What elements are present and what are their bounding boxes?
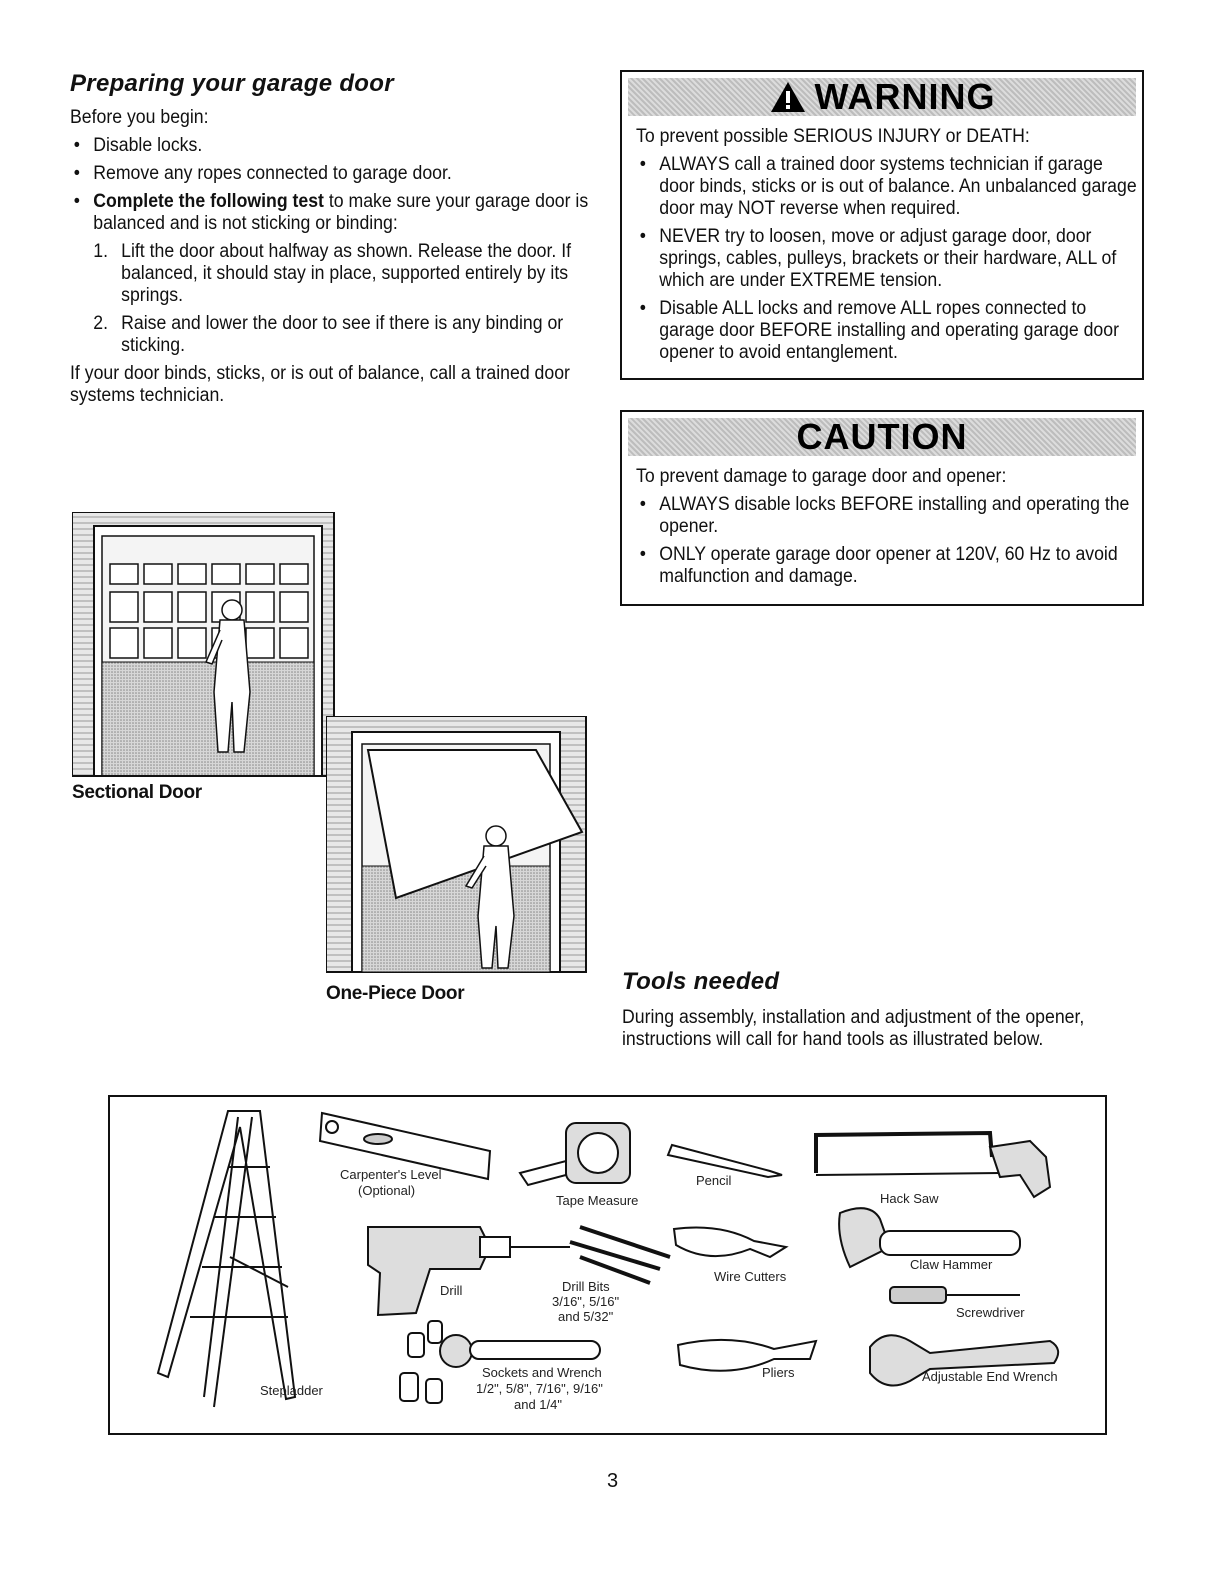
stepladder-label: Stepladder <box>260 1383 323 1398</box>
page-number: 3 <box>606 1470 619 1492</box>
prep-steps <box>70 241 591 357</box>
caution-title: CAUTION <box>796 416 968 457</box>
level-label: Carpenter's Level <box>340 1167 442 1182</box>
sectional-door-caption: Sectional Door <box>72 782 202 803</box>
sockets-label: Sockets and Wrench <box>482 1365 602 1380</box>
prep-bullet-1: • Disable locks. <box>70 135 591 157</box>
sockets-and: and 1/4" <box>514 1397 562 1412</box>
stepladder-icon <box>158 1111 295 1407</box>
level-optional-label: (Optional) <box>358 1183 416 1198</box>
warning-title: WARNING <box>814 76 996 117</box>
prep-section <box>70 107 591 413</box>
tools-heading: Tools needed <box>622 968 780 995</box>
step-2-number: 2. <box>93 313 108 334</box>
prep-bullet-3-rest: to make sure your garage door is balanced and is not sticking or binding: <box>93 191 589 234</box>
warning-banner <box>628 78 1136 116</box>
ratchet-wrench-icon <box>440 1335 600 1367</box>
sockets-icon <box>400 1321 442 1403</box>
prep-heading: Preparing your garage door <box>70 70 394 97</box>
prep-step-2 <box>93 313 591 357</box>
warning-triangle-icon <box>769 80 807 114</box>
drill-label: Drill <box>440 1283 463 1298</box>
caution-list <box>636 494 1138 588</box>
hack-saw-label: Hack Saw <box>880 1191 939 1206</box>
pliers-icon <box>678 1340 816 1371</box>
tape-measure-icon <box>520 1123 630 1185</box>
one-piece-door-caption: One-Piece Door <box>326 983 465 1004</box>
adjustable-wrench-label: Adjustable End Wrench <box>922 1369 1058 1384</box>
pliers-label: Pliers <box>762 1365 795 1380</box>
prep-bullet-3 <box>70 191 591 235</box>
screwdriver-label: Screwdriver <box>956 1305 1025 1320</box>
caution-item-2: • ONLY operate garage door opener at 120V, 60 Hz to avoid malfunction and damage. <box>636 544 1138 588</box>
caution-banner <box>628 418 1136 456</box>
hack-saw-icon <box>816 1133 1050 1197</box>
caution-item-1: • ALWAYS disable locks BEFORE installing and operating the opener. <box>636 494 1138 538</box>
prep-list <box>70 135 591 235</box>
caution-body <box>636 466 1132 594</box>
prep-closing: If your door binds, sticks, or is out of balance, call a trained door systems technician. <box>70 363 570 406</box>
prep-bullet-2: • Remove any ropes connected to garage door. <box>70 163 591 185</box>
prep-bullet-3-bold: Complete the following test <box>93 191 324 212</box>
screwdriver-icon <box>890 1287 1020 1303</box>
warning-item-1: • ALWAYS call a trained door systems technician if garage door binds, sticks or is out of balance. An unbalanced garage door may NOT reverse when required. <box>636 154 1138 220</box>
tools-panel <box>108 1095 1107 1435</box>
wire-cutters-label: Wire Cutters <box>714 1269 787 1284</box>
drill-bits-icon <box>570 1227 670 1283</box>
pencil-label: Pencil <box>696 1173 732 1188</box>
step-2-text: Raise and lower the door to see if there is any binding or sticking. <box>121 313 564 356</box>
drill-icon <box>368 1227 570 1315</box>
warning-item-3: • Disable ALL locks and remove ALL ropes connected to garage door BEFORE installing and operating garage door opener to avoid entanglement. <box>636 298 1138 364</box>
caution-box <box>620 410 1144 606</box>
tape-measure-label: Tape Measure <box>556 1193 639 1208</box>
tools-description: During assembly, installation and adjustment of the opener, instructions will call for hand tools as illustrated below. <box>622 1007 1085 1050</box>
prep-before: Before you begin: <box>70 107 209 128</box>
warning-item-2: • NEVER try to loosen, move or adjust garage door, door springs, cables, pulleys, brackets or their hardware, ALL of which are under EXTREME tension. <box>636 226 1138 292</box>
step-1-number: 1. <box>93 241 108 262</box>
prep-step-1 <box>93 241 591 307</box>
warning-intro: To prevent possible SERIOUS INJURY or DEATH: <box>636 126 1030 147</box>
step-1-text: Lift the door about halfway as shown. Release the door. If balanced, it should stay in place, supported entirely by its springs. <box>121 241 572 306</box>
caution-intro: To prevent damage to garage door and opener: <box>636 466 1007 487</box>
drill-bits-sizes: 3/16", 5/16" <box>552 1294 620 1309</box>
warning-list <box>636 154 1138 364</box>
one-piece-door-illustration <box>326 716 588 974</box>
sockets-sizes: 1/2", 5/8", 7/16", 9/16" <box>476 1381 603 1396</box>
drill-bits-and: and 5/32" <box>558 1309 614 1324</box>
warning-box <box>620 70 1144 380</box>
drill-bits-label: Drill Bits <box>562 1279 610 1294</box>
wire-cutters-icon <box>674 1228 786 1258</box>
sectional-door-illustration <box>72 512 336 778</box>
claw-hammer-label: Claw Hammer <box>910 1257 993 1272</box>
warning-body <box>636 126 1137 370</box>
